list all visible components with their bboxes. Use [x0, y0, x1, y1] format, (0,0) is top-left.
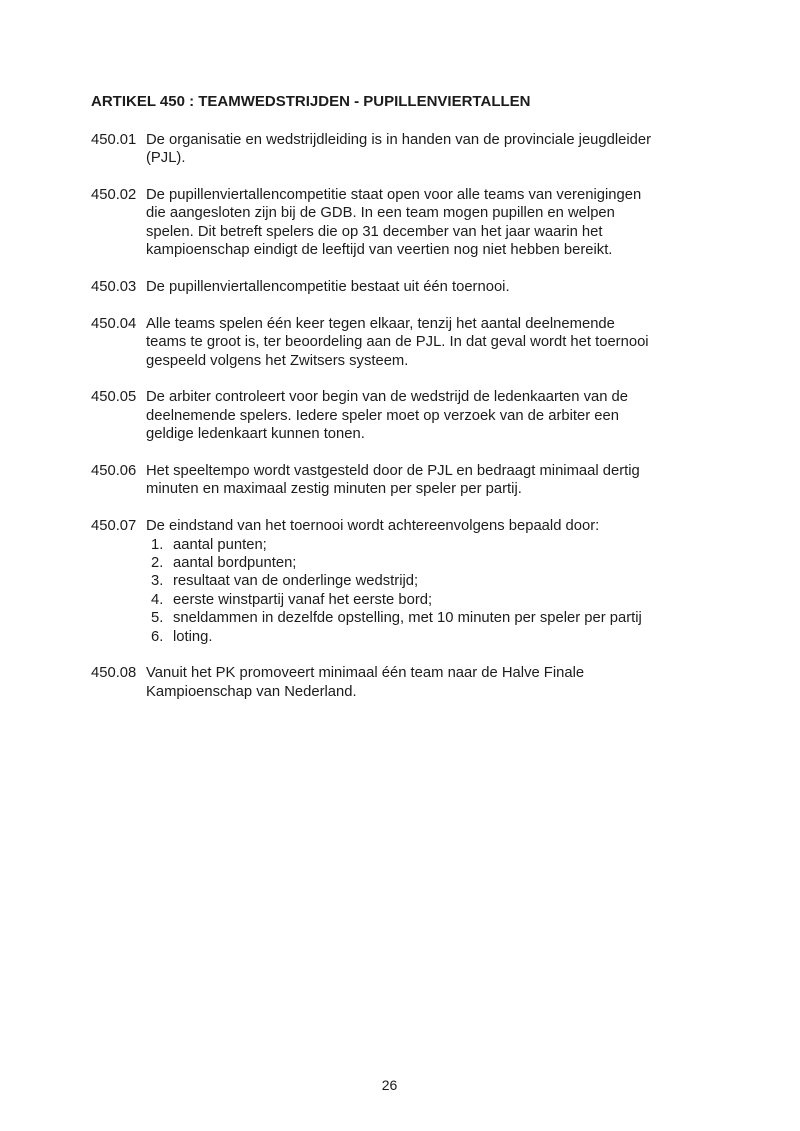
- text-line: spelen. Dit betreft spelers die op 31 december van het jaar waarin het: [146, 223, 603, 240]
- text-line: De eindstand van het toernooi wordt achtereenvolgens bepaald door:: [146, 518, 600, 535]
- list-item: [146, 554, 711, 572]
- text-line: Vanuit het PK promoveert minimaal één team naar de Halve Finale: [146, 665, 585, 682]
- list-item: [146, 591, 711, 609]
- list-item-number: 4.: [151, 591, 164, 608]
- list-item-text: aantal punten;: [173, 536, 267, 553]
- text-line: teams te groot is, ter beoordeling aan de PJL. In dat geval wordt het toernooi: [146, 334, 649, 351]
- clause-body: [146, 315, 711, 370]
- clause: [91, 315, 800, 370]
- list-item-number: 6.: [151, 628, 164, 645]
- list-item: [146, 609, 711, 627]
- clause-number: 450.02: [91, 187, 137, 203]
- text-line: geldige ledenkaart kunnen tonen.: [146, 426, 365, 443]
- text-line: gespeeld volgens het Zwitsers systeem.: [146, 352, 409, 369]
- clause: [91, 278, 800, 296]
- list-item-number: 1.: [151, 536, 164, 553]
- article-clauses: [91, 131, 800, 701]
- list-item: [146, 536, 711, 554]
- clause-body: [146, 388, 711, 443]
- list-item-text: resultaat van de onderlinge wedstrijd;: [173, 573, 419, 590]
- clause: [91, 462, 800, 499]
- clause-body: [146, 462, 711, 499]
- list-item-text: eerste winstpartij vanaf het eerste bord;: [173, 591, 433, 608]
- text-line: deelnemende spelers. Iedere speler moet op verzoek van de arbiter een: [146, 407, 619, 424]
- text-line: De pupillenviertallencompetitie staat open voor alle teams van verenigingen: [146, 187, 642, 203]
- clause: [91, 664, 800, 701]
- list-item-number: 5.: [151, 610, 164, 627]
- clause-number: 450.08: [91, 665, 137, 682]
- clause-body: [146, 278, 711, 296]
- page-number: 26: [381, 1077, 398, 1093]
- clause-number: 450.06: [91, 463, 137, 480]
- clause: [91, 388, 800, 443]
- list-item: [146, 628, 711, 646]
- clause: [91, 517, 800, 646]
- clause-body: [146, 186, 711, 260]
- text-line: De pupillenviertallencompetitie bestaat uit één toernooi.: [146, 279, 510, 296]
- list-item-number: 2.: [151, 555, 164, 572]
- text-line: De arbiter controleert voor begin van de wedstrijd de ledenkaarten van de: [146, 389, 629, 406]
- list-item: [146, 572, 711, 590]
- clause-body: [146, 517, 711, 646]
- text-line: Kampioenschap van Nederland.: [146, 683, 357, 700]
- clause-number: 450.01: [91, 131, 137, 148]
- clause-body: [146, 664, 711, 701]
- list-item-text: sneldammen in dezelfde opstelling, met 10 minuten per speler per partij: [173, 610, 642, 627]
- clause: [91, 186, 800, 260]
- clause-number: 450.07: [91, 518, 137, 535]
- list-item-text: aantal bordpunten;: [173, 555, 297, 572]
- clause-number: 450.03: [91, 279, 137, 296]
- text-line: De organisatie en wedstrijdleiding is in handen van de provinciale jeugdleider: [146, 131, 652, 148]
- article-title: ARTIKEL 450 : TEAMWEDSTRIJDEN - PUPILLENVIERTALLEN: [91, 93, 531, 110]
- clause-body: [146, 131, 711, 168]
- clause: [91, 131, 800, 168]
- text-line: minuten en maximaal zestig minuten per speler per partij.: [146, 481, 522, 498]
- clause-number: 450.04: [91, 315, 137, 332]
- text-line: Alle teams spelen één keer tegen elkaar, tenzij het aantal deelnemende: [146, 315, 615, 332]
- text-line: kampioenschap eindigt de leeftijd van veertien nog niet hebben bereikt.: [146, 242, 613, 259]
- list-item-number: 3.: [151, 573, 164, 590]
- clause-number: 450.05: [91, 389, 137, 406]
- text-line: (PJL).: [146, 150, 186, 167]
- text-line: die aangesloten zijn bij de GDB. In een team mogen pupillen en welpen: [146, 205, 615, 222]
- list-item-text: loting.: [173, 628, 213, 645]
- text-line: Het speeltempo wordt vastgesteld door de PJL en bedraagt minimaal dertig: [146, 463, 640, 480]
